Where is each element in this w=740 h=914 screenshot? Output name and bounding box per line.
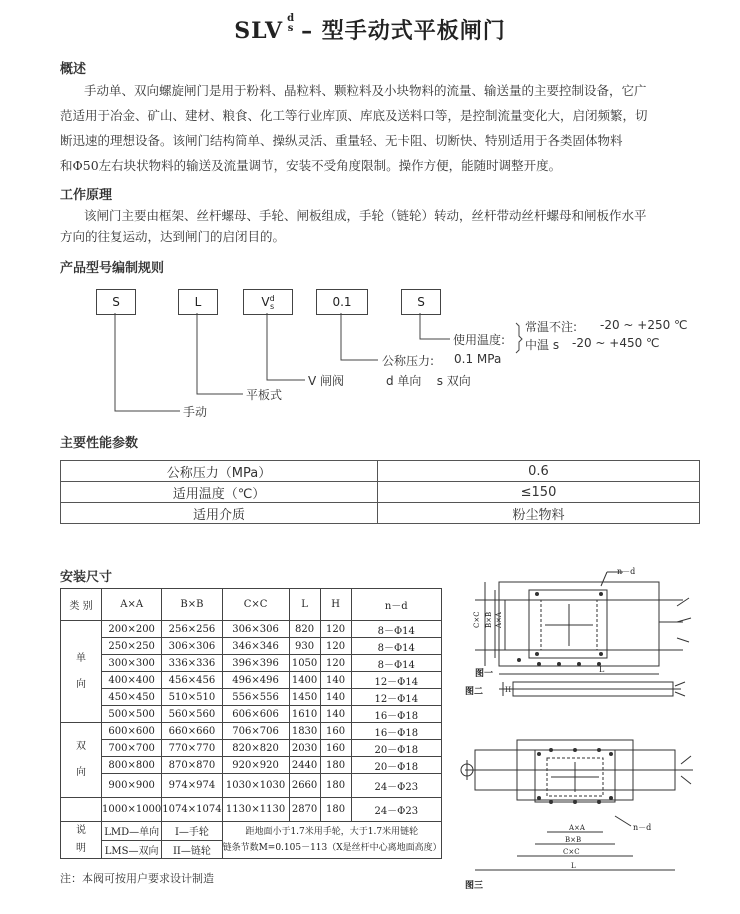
- installation-drawings: [455, 564, 695, 904]
- category-cell: 双 向: [61, 723, 102, 798]
- table-cell: 140: [320, 689, 351, 706]
- table-row: [61, 638, 442, 655]
- table-row: 1000×1000 1074×1074 1130×1130 2870 180 24－Φ23: [61, 798, 442, 822]
- fig1-bxb: B×B: [485, 611, 493, 628]
- table-cell: 120: [320, 655, 351, 672]
- fig2-label: 图二: [465, 687, 484, 697]
- table-row: [61, 740, 442, 757]
- code-box-s: S: [96, 289, 136, 315]
- fig3-nd: n－d: [633, 823, 652, 832]
- code-connector-lines: [0, 0, 740, 440]
- table-cell: 306×306: [162, 638, 222, 655]
- table-row: [61, 706, 442, 723]
- table-cell: 24－Φ23: [351, 774, 441, 798]
- table-cell: 336×336: [162, 655, 222, 672]
- footnote: 注：本阀可按用户要求设计制造: [60, 872, 214, 885]
- table-row: [61, 723, 442, 740]
- code-box-temp: S: [401, 289, 441, 315]
- table-row: 公称压力（MPa） 0.6: [61, 461, 700, 482]
- manual-label: 手动: [183, 405, 208, 419]
- table-cell: 1400: [289, 672, 320, 689]
- table-cell: 450×450: [102, 689, 162, 706]
- fig1-label: 图一: [475, 669, 494, 679]
- table-cell: 870×870: [162, 757, 222, 774]
- fig3-cxc: C×C: [563, 848, 580, 856]
- table-row-explain: 说 明 LMD—单向 I—手轮 距地面小于1.7米用手轮，大于1.7米用链轮 链条节数M=0.105－113（X是丝杆中心离地面高度）: [61, 822, 442, 841]
- table-cell: 256×256: [162, 621, 222, 638]
- table-cell: 930: [289, 638, 320, 655]
- pressure-value: 0.1 MPa: [454, 352, 502, 366]
- table-cell: 700×700: [102, 740, 162, 757]
- model-rules-heading: 产品型号编制规则: [60, 261, 165, 276]
- fig3-l: L: [571, 862, 576, 870]
- install-dimension-table: [60, 588, 442, 859]
- fig2-h: H: [505, 686, 512, 694]
- table-row: 适用温度（℃） ≤150: [61, 482, 700, 503]
- code-box-pressure: 0.1: [316, 289, 368, 315]
- table-cell: 1030×1030: [222, 774, 289, 798]
- pressure-label: 公称压力:: [382, 354, 435, 368]
- table-cell: 12－Φ14: [351, 689, 441, 706]
- table-row-explain: LMS—双向 II—链轮: [61, 840, 442, 859]
- temp-mid: 中温 s: [525, 338, 560, 352]
- table-cell: 160: [320, 740, 351, 757]
- table-cell: 8－Φ14: [351, 638, 441, 655]
- table-cell: 900×900: [102, 774, 162, 798]
- table-cell: 2030: [289, 740, 320, 757]
- table-cell: 770×770: [162, 740, 222, 757]
- fig1-cxc: C×C: [473, 611, 481, 628]
- temp-normal: 常温不注:: [525, 320, 578, 334]
- table-cell: 606×606: [222, 706, 289, 723]
- table-cell: 346×346: [222, 638, 289, 655]
- fig3-axa: A×A: [569, 824, 585, 832]
- table-cell: 396×396: [222, 655, 289, 672]
- table-cell: 1050: [289, 655, 320, 672]
- overview-heading: 概述: [60, 62, 87, 77]
- temp-label: 使用温度:: [453, 333, 506, 347]
- table-cell: 16－Φ18: [351, 706, 441, 723]
- table-row: [61, 757, 442, 774]
- table-cell: 160: [320, 723, 351, 740]
- table-cell: 20－Φ18: [351, 757, 441, 774]
- fig3-label: 图三: [465, 881, 484, 891]
- table-cell: 560×560: [162, 706, 222, 723]
- table-cell: 820: [289, 621, 320, 638]
- fig1-axa: A×A: [495, 612, 503, 628]
- table-cell: 1610: [289, 706, 320, 723]
- table-cell: 2660: [289, 774, 320, 798]
- table-cell: 306×306: [222, 621, 289, 638]
- table-row: [61, 655, 442, 672]
- table-cell: 180: [320, 774, 351, 798]
- table-cell: 456×456: [162, 672, 222, 689]
- table-cell: 120: [320, 638, 351, 655]
- fig3-bxb: B×B: [565, 836, 582, 844]
- table-cell: 400×400: [102, 672, 162, 689]
- table-cell: 920×920: [222, 757, 289, 774]
- code-box-l: L: [178, 289, 218, 315]
- direction-label: d 单向 s 双向: [386, 374, 471, 388]
- table-cell: 974×974: [162, 774, 222, 798]
- performance-heading: 主要性能参数: [60, 436, 139, 451]
- table-cell: 20－Φ18: [351, 740, 441, 757]
- install-heading: 安装尺寸: [60, 570, 113, 585]
- temp-normal-range: -20 ~ +250 ℃: [600, 318, 688, 332]
- table-cell: 820×820: [222, 740, 289, 757]
- title-superscript: d s: [287, 13, 296, 34]
- table-cell: 600×600: [102, 723, 162, 740]
- table-cell: 706×706: [222, 723, 289, 740]
- valve-label: V 闸阀: [308, 374, 345, 388]
- table-cell: 1450: [289, 689, 320, 706]
- principle-text: 该闸门主要由框架、丝杆螺母、手轮、闸板组成，手轮（链轮）转动，丝杆带动丝杆螺母和闸板作水平 方向的往复运动，达到闸门的启闭目的。: [60, 208, 647, 244]
- temp-mid-range: -20 ~ +450 ℃: [572, 336, 660, 350]
- fig1-nd-label: n－d: [617, 567, 636, 576]
- table-cell: 140: [320, 672, 351, 689]
- table-cell: 510×510: [162, 689, 222, 706]
- flat-label: 平板式: [246, 388, 283, 402]
- table-cell: 12－Φ14: [351, 672, 441, 689]
- overview-text: 手动单、双向螺旋闸门是用于粉料、晶粒料、颗粒料及小块物料的流量、输送量的主要控制设备，它广 范适用于冶金、矿山、建材、粮食、化工等行业库顶、库底及送料口等，是控制流量变化大，启闭频繁，切 断迅速的理想设备。该闸门结构简单、操纵灵活、重量轻、无卡阻、切断快、特别适用于各类固体物料 和Φ50左右块状物料的输送及流量调节，安装不受角度限制。操作方便，能随时调整开度。: [60, 83, 648, 173]
- table-cell: 556×556: [222, 689, 289, 706]
- table-row: 适用介质 粉尘物料: [61, 503, 700, 524]
- table-cell: 250×250: [102, 638, 162, 655]
- table-cell: 120: [320, 621, 351, 638]
- performance-table: [60, 460, 700, 524]
- table-cell: 2440: [289, 757, 320, 774]
- table-cell: 8－Φ14: [351, 621, 441, 638]
- code-box-v: V d s: [243, 289, 293, 315]
- table-cell: 300×300: [102, 655, 162, 672]
- table-row: [61, 689, 442, 706]
- table-cell: 180: [320, 757, 351, 774]
- table-cell: 800×800: [102, 757, 162, 774]
- table-header-row: 类 别 A×A B×B C×C L H n－d: [61, 589, 442, 621]
- table-cell: 140: [320, 706, 351, 723]
- table-cell: 660×660: [162, 723, 222, 740]
- table-row: [61, 621, 442, 638]
- table-row: [61, 672, 442, 689]
- table-row: [61, 774, 442, 798]
- page-title: SLV d s – 型手动式平板闸门: [234, 13, 506, 44]
- table-cell: 200×200: [102, 621, 162, 638]
- principle-heading: 工作原理: [60, 188, 113, 203]
- fig1-l: L: [599, 665, 605, 674]
- table-cell: 500×500: [102, 706, 162, 723]
- table-cell: 8－Φ14: [351, 655, 441, 672]
- category-cell: 单 向: [61, 621, 102, 723]
- table-cell: 16－Φ18: [351, 723, 441, 740]
- table-cell: 496×496: [222, 672, 289, 689]
- table-cell: 1830: [289, 723, 320, 740]
